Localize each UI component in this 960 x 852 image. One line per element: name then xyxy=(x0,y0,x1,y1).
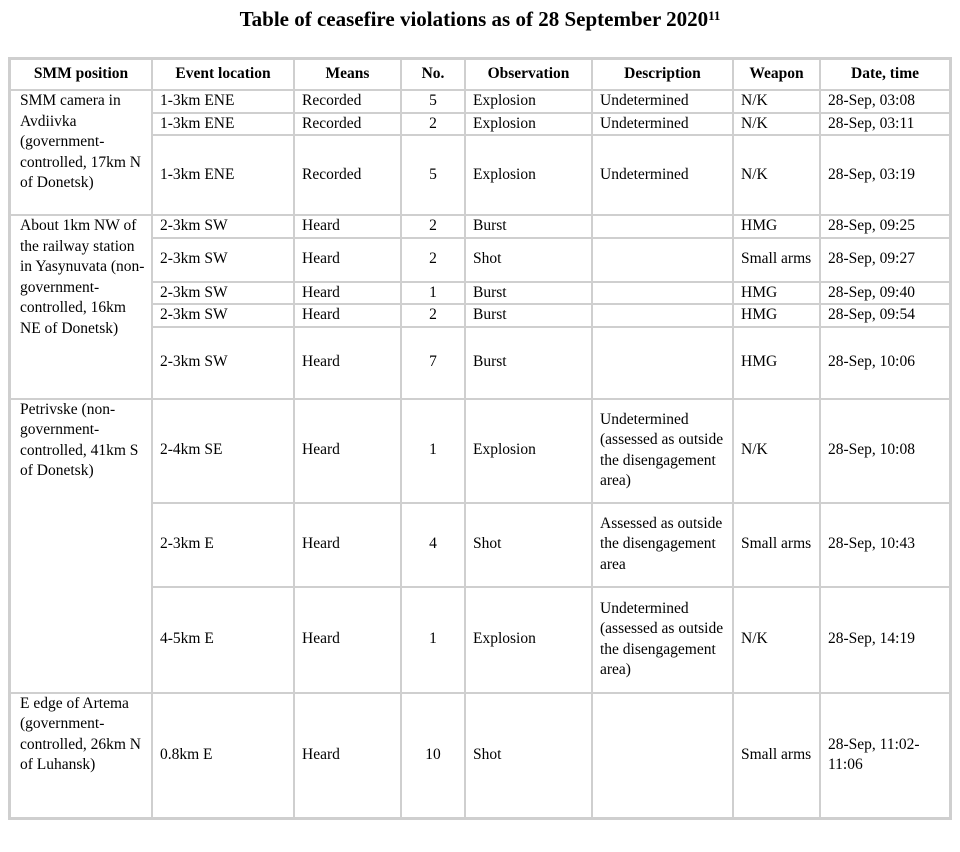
cell-description xyxy=(592,304,733,327)
cell-means: Heard xyxy=(294,282,401,305)
cell-means: Heard xyxy=(294,304,401,327)
page-title xyxy=(0,5,960,35)
cell-weapon: N/K xyxy=(733,90,820,113)
cell-description xyxy=(592,693,733,818)
cell-number: 5 xyxy=(401,90,465,113)
cell-date-time: 28-Sep, 09:27 xyxy=(820,238,950,282)
cell-number: 1 xyxy=(401,587,465,693)
cell-number: 2 xyxy=(401,113,465,136)
cell-location: 2-3km SW xyxy=(152,215,294,238)
cell-location: 2-3km SW xyxy=(152,282,294,305)
cell-weapon: HMG xyxy=(733,304,820,327)
header-smm-position: SMM position xyxy=(10,59,152,90)
cell-observation: Burst xyxy=(465,215,592,238)
cell-observation: Burst xyxy=(465,327,592,399)
cell-date-time: 28-Sep, 10:08 xyxy=(820,399,950,503)
table-row xyxy=(10,693,950,818)
cell-number: 2 xyxy=(401,238,465,282)
cell-date-time: 28-Sep, 09:40 xyxy=(820,282,950,305)
cell-observation: Explosion xyxy=(465,135,592,215)
cell-number: 10 xyxy=(401,693,465,818)
cell-location: 4-5km E xyxy=(152,587,294,693)
cell-means: Recorded xyxy=(294,113,401,136)
cell-weapon: Small arms xyxy=(733,693,820,818)
cell-weapon: N/K xyxy=(733,135,820,215)
cell-description xyxy=(592,282,733,305)
cell-description xyxy=(592,327,733,399)
cell-location: 2-3km E xyxy=(152,503,294,587)
cell-location: 2-3km SW xyxy=(152,304,294,327)
cell-description: Assessed as outside the disengagement area xyxy=(592,503,733,587)
header-weapon: Weapon xyxy=(733,59,820,90)
cell-observation: Burst xyxy=(465,282,592,305)
cell-position: About 1km NW of the railway station in Yasynuvata (non-government-controlled, 16km NE of Donetsk) xyxy=(10,215,152,399)
cell-observation: Shot xyxy=(465,238,592,282)
header-means: Means xyxy=(294,59,401,90)
cell-description: Undetermined xyxy=(592,113,733,136)
cell-position: Petrivske (non-government-controlled, 41km S of Donetsk) xyxy=(10,399,152,693)
cell-weapon: HMG xyxy=(733,327,820,399)
header-date-time: Date, time xyxy=(820,59,950,90)
cell-date-time: 28-Sep, 11:02-11:06 xyxy=(820,693,950,818)
cell-observation: Explosion xyxy=(465,399,592,503)
cell-location: 1-3km ENE xyxy=(152,113,294,136)
cell-observation: Shot xyxy=(465,503,592,587)
ceasefire-table xyxy=(8,57,952,820)
header-number: No. xyxy=(401,59,465,90)
cell-means: Heard xyxy=(294,399,401,503)
title-footnote: 11 xyxy=(708,8,721,23)
table-row xyxy=(10,215,950,238)
cell-means: Heard xyxy=(294,215,401,238)
cell-weapon: N/K xyxy=(733,399,820,503)
cell-number: 2 xyxy=(401,304,465,327)
cell-means: Heard xyxy=(294,327,401,399)
cell-weapon: Small arms xyxy=(733,503,820,587)
cell-date-time: 28-Sep, 10:06 xyxy=(820,327,950,399)
cell-number: 7 xyxy=(401,327,465,399)
cell-location: 2-4km SE xyxy=(152,399,294,503)
cell-position: SMM camera in Avdiivka (government-controlled, 17km N of Donetsk) xyxy=(10,90,152,215)
cell-number: 2 xyxy=(401,215,465,238)
cell-date-time: 28-Sep, 10:43 xyxy=(820,503,950,587)
cell-number: 1 xyxy=(401,282,465,305)
cell-location: 1-3km ENE xyxy=(152,90,294,113)
header-observation: Observation xyxy=(465,59,592,90)
cell-position: E edge of Artema (government-controlled, 26km N of Luhansk) xyxy=(10,693,152,818)
cell-weapon: N/K xyxy=(733,587,820,693)
cell-location: 0.8km E xyxy=(152,693,294,818)
title-text: Table of ceasefire violations as of 28 September 2020 xyxy=(239,7,709,31)
cell-location: 2-3km SW xyxy=(152,327,294,399)
cell-date-time: 28-Sep, 09:25 xyxy=(820,215,950,238)
cell-number: 1 xyxy=(401,399,465,503)
cell-number: 5 xyxy=(401,135,465,215)
cell-date-time: 28-Sep, 03:11 xyxy=(820,113,950,136)
cell-weapon: N/K xyxy=(733,113,820,136)
cell-means: Recorded xyxy=(294,90,401,113)
cell-location: 2-3km SW xyxy=(152,238,294,282)
cell-date-time: 28-Sep, 14:19 xyxy=(820,587,950,693)
cell-observation: Explosion xyxy=(465,90,592,113)
cell-observation: Shot xyxy=(465,693,592,818)
cell-description: Undetermined xyxy=(592,135,733,215)
header-description: Description xyxy=(592,59,733,90)
header-row xyxy=(10,59,950,90)
cell-date-time: 28-Sep, 09:54 xyxy=(820,304,950,327)
cell-observation: Explosion xyxy=(465,587,592,693)
header-event-location: Event location xyxy=(152,59,294,90)
cell-description: Undetermined (assessed as outside the disengagement area) xyxy=(592,587,733,693)
cell-means: Recorded xyxy=(294,135,401,215)
cell-location: 1-3km ENE xyxy=(152,135,294,215)
cell-date-time: 28-Sep, 03:19 xyxy=(820,135,950,215)
cell-means: Heard xyxy=(294,587,401,693)
cell-description xyxy=(592,238,733,282)
cell-number: 4 xyxy=(401,503,465,587)
table-row xyxy=(10,399,950,503)
cell-weapon: HMG xyxy=(733,215,820,238)
cell-observation: Explosion xyxy=(465,113,592,136)
cell-observation: Burst xyxy=(465,304,592,327)
table-row xyxy=(10,90,950,113)
cell-means: Heard xyxy=(294,503,401,587)
cell-description xyxy=(592,215,733,238)
cell-means: Heard xyxy=(294,693,401,818)
cell-description: Undetermined (assessed as outside the disengagement area) xyxy=(592,399,733,503)
cell-description: Undetermined xyxy=(592,90,733,113)
cell-means: Heard xyxy=(294,238,401,282)
cell-date-time: 28-Sep, 03:08 xyxy=(820,90,950,113)
cell-weapon: Small arms xyxy=(733,238,820,282)
cell-weapon: HMG xyxy=(733,282,820,305)
